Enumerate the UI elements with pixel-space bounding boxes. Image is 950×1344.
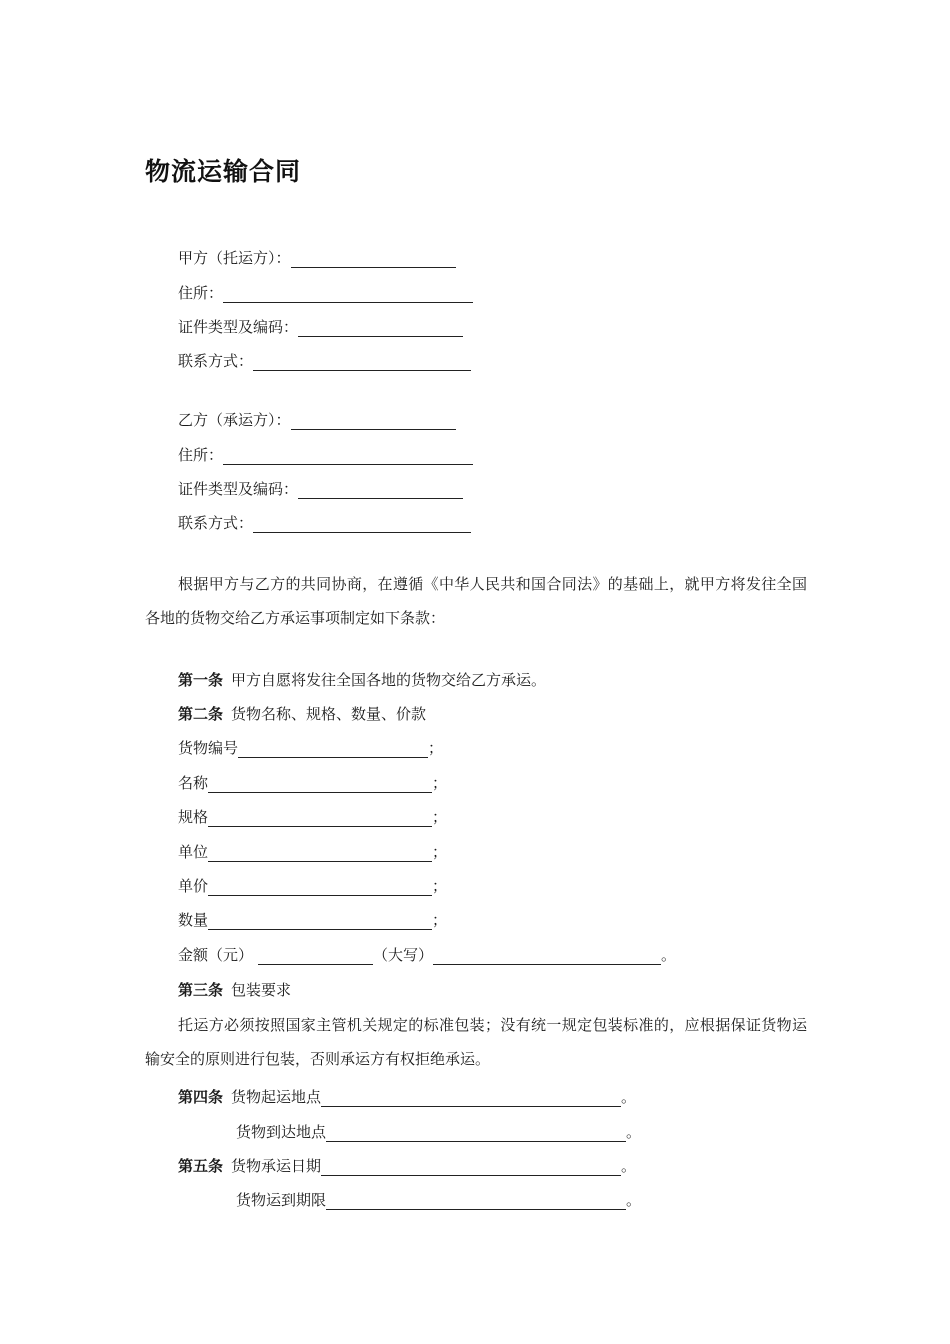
goods-unit-price-label: 单价 (178, 877, 209, 895)
party-b-id-blank[interactable] (298, 481, 463, 499)
goods-unit-row (178, 842, 447, 862)
party-b-id-row (178, 479, 463, 499)
article-4-end-mark: 。 (626, 1123, 642, 1141)
party-a-row (178, 248, 456, 268)
article-4-end-mark: 。 (621, 1088, 637, 1106)
party-b-id-label: 证件类型及编码： (178, 480, 299, 498)
party-a-id-label: 证件类型及编码： (178, 318, 299, 336)
article-3-text: 包装要求 (231, 981, 292, 999)
article-5-end-mark: 。 (626, 1191, 642, 1209)
goods-quantity-row (178, 910, 447, 930)
party-a-address-blank[interactable] (223, 285, 473, 303)
party-b-name-blank[interactable] (291, 412, 456, 430)
article-5-end-mark: 。 (621, 1157, 637, 1175)
party-a-contact-row (178, 351, 471, 371)
article-3-body: 托运方必须按照国家主管机关规定的标准包装；没有统一规定包装标准的，应根据保证货物运输安全的原则进行包装，否则承运方有权拒绝承运。 (145, 1016, 807, 1068)
article-1-text: 甲方自愿将发往全国各地的货物交给乙方承运。 (231, 671, 547, 689)
goods-quantity-blank[interactable] (208, 912, 432, 930)
party-a-address-label: 住所： (178, 284, 224, 302)
article-4-row-1 (178, 1087, 636, 1107)
party-b-address-label: 住所： (178, 446, 224, 464)
article-4-row-2 (236, 1122, 641, 1142)
field-end-mark: ； (432, 911, 448, 929)
party-b-address-blank[interactable] (223, 447, 473, 465)
party-b-contact-blank[interactable] (253, 515, 471, 533)
departure-place-label: 货物起运地点 (231, 1088, 322, 1106)
goods-name-label: 名称 (178, 774, 209, 792)
goods-unit-label: 单位 (178, 843, 209, 861)
article-3 (178, 980, 291, 1000)
arrival-place-label: 货物到达地点 (236, 1123, 327, 1141)
party-a-name-blank[interactable] (291, 250, 456, 268)
article-5-row-1 (178, 1156, 636, 1176)
goods-unit-price-row (178, 876, 447, 896)
party-b-contact-row (178, 513, 471, 533)
party-b-label: 乙方（承运方）： (178, 411, 291, 429)
amount-end-mark: 。 (661, 946, 677, 964)
party-b-address-row (178, 445, 473, 465)
goods-name-blank[interactable] (208, 775, 432, 793)
field-end-mark: ； (432, 774, 448, 792)
party-a-contact-blank[interactable] (253, 353, 471, 371)
field-end-mark: ； (428, 739, 444, 757)
party-b-row (178, 410, 456, 430)
shipping-date-blank[interactable] (321, 1158, 621, 1176)
article-1 (178, 670, 546, 690)
field-end-mark: ； (432, 808, 448, 826)
goods-spec-label: 规格 (178, 808, 209, 826)
article-2-heading: 第二条 (178, 705, 224, 723)
article-2 (178, 704, 426, 724)
party-a-id-blank[interactable] (298, 319, 463, 337)
article-5-heading: 第五条 (178, 1157, 224, 1175)
amount-upper-label: （大写） (373, 946, 434, 964)
field-end-mark: ； (432, 843, 448, 861)
goods-number-label: 货物编号 (178, 739, 239, 757)
article-4-heading: 第四条 (178, 1088, 224, 1106)
delivery-deadline-label: 货物运到期限 (236, 1191, 327, 1209)
article-2-text: 货物名称、规格、数量、价款 (231, 705, 427, 723)
amount-row (178, 945, 676, 965)
party-a-contact-label: 联系方式： (178, 352, 254, 370)
party-a-id-row (178, 317, 463, 337)
goods-spec-row (178, 807, 447, 827)
goods-unit-blank[interactable] (208, 844, 432, 862)
article-3-heading: 第三条 (178, 981, 224, 999)
goods-quantity-label: 数量 (178, 911, 209, 929)
goods-number-blank[interactable] (238, 740, 428, 758)
amount-upper-blank[interactable] (433, 947, 661, 965)
shipping-date-label: 货物承运日期 (231, 1157, 322, 1175)
field-end-mark: ； (432, 877, 448, 895)
delivery-deadline-blank[interactable] (326, 1192, 626, 1210)
amount-blank[interactable] (258, 947, 373, 965)
goods-spec-blank[interactable] (208, 809, 432, 827)
party-b-contact-label: 联系方式： (178, 514, 254, 532)
party-a-label: 甲方（托运方）： (178, 249, 291, 267)
article-1-heading: 第一条 (178, 671, 224, 689)
goods-number-row (178, 738, 443, 758)
goods-name-row (178, 773, 447, 793)
departure-place-blank[interactable] (321, 1089, 621, 1107)
document-title: 物流运输合同 (145, 157, 302, 186)
goods-unit-price-blank[interactable] (208, 878, 432, 896)
party-a-address-row (178, 283, 473, 303)
article-5-row-2 (236, 1190, 641, 1210)
arrival-place-blank[interactable] (326, 1124, 626, 1142)
preamble-paragraph: 根据甲方与乙方的共同协商，在遵循《中华人民共和国合同法》的基础上，就甲方将发往全国各地的货物交给乙方承运事项制定如下条款： (145, 575, 807, 627)
amount-label: 金额（元） (178, 946, 254, 964)
